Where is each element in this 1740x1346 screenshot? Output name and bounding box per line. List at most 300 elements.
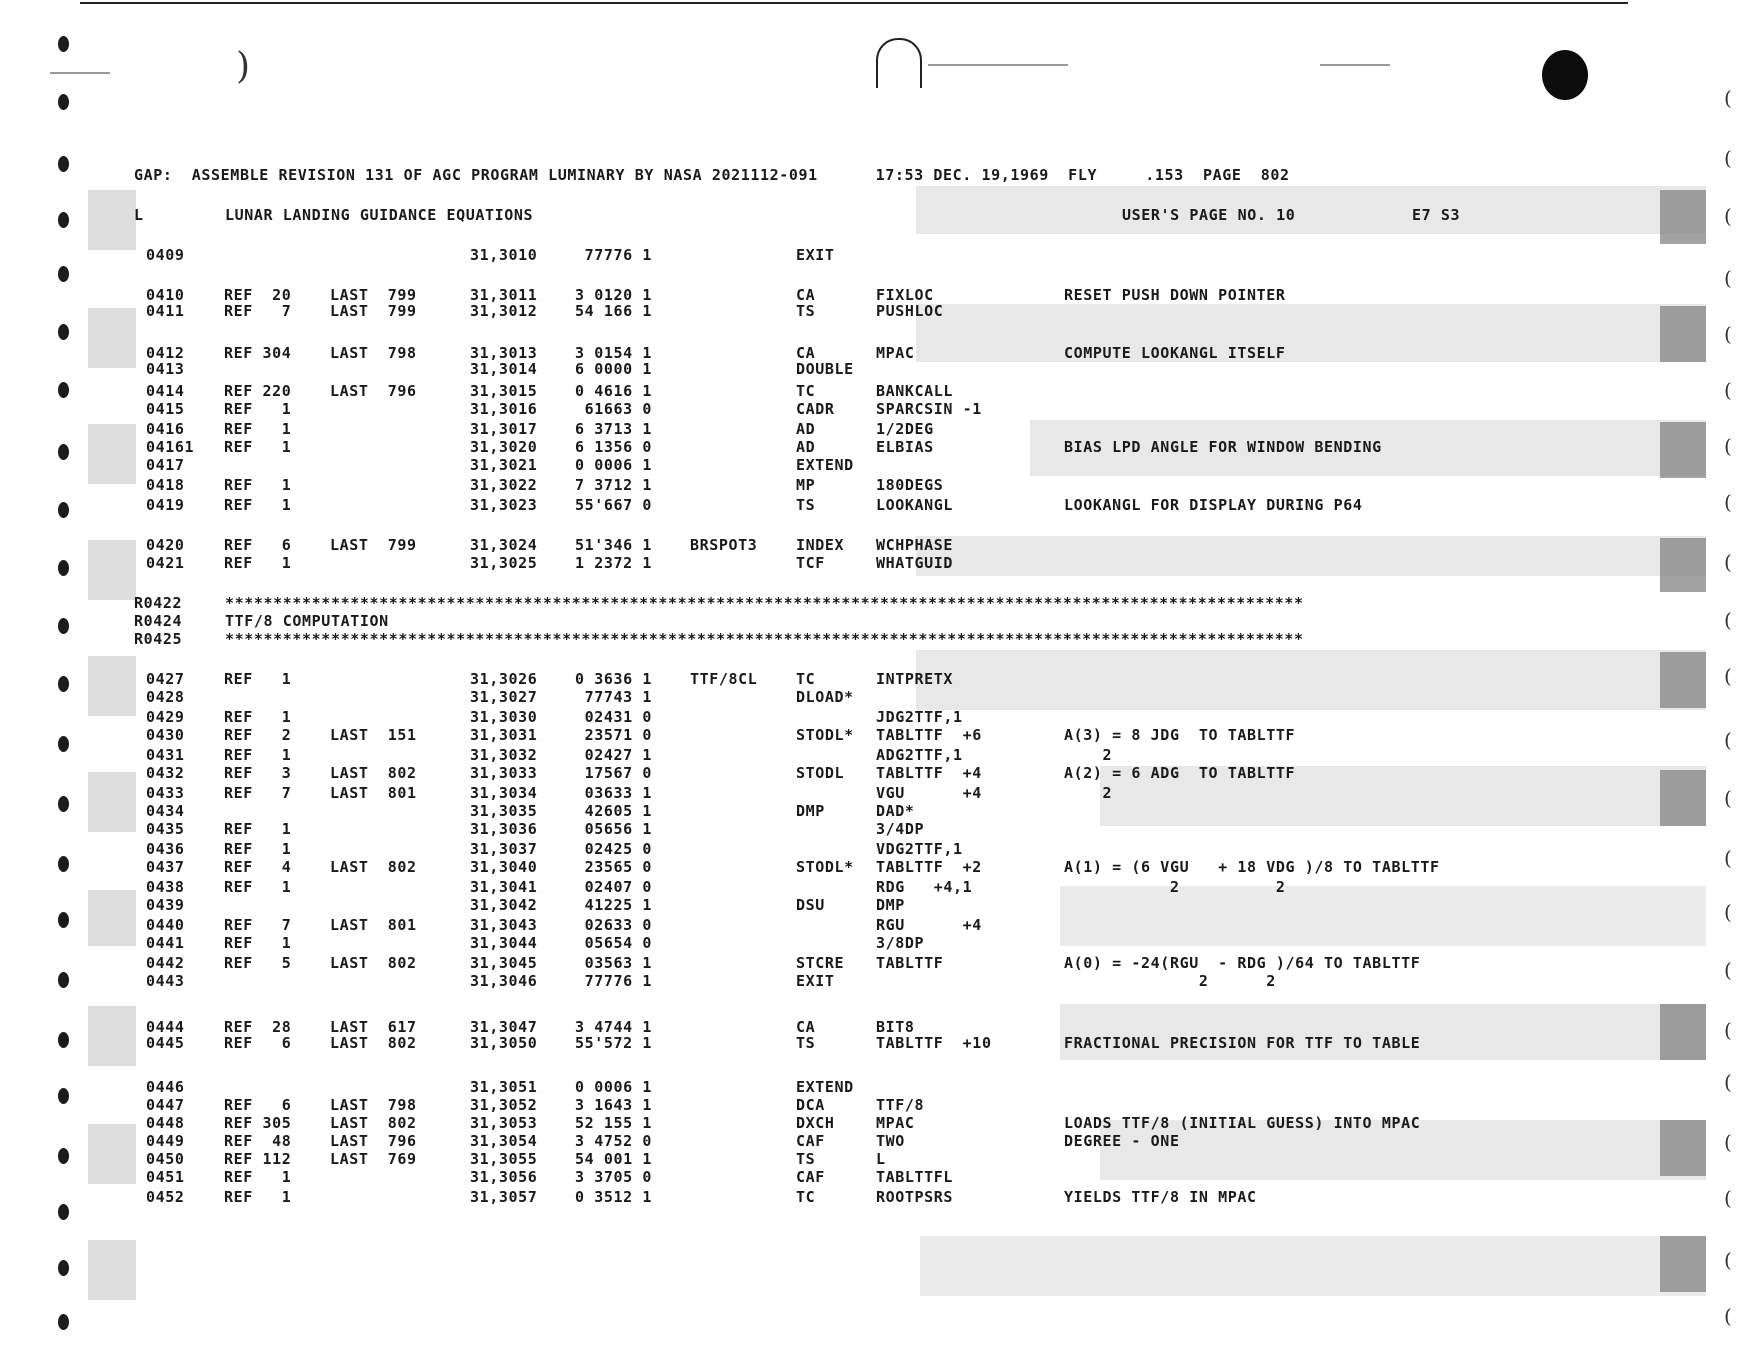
listing-operand: MPAC — [876, 1114, 915, 1132]
listing-operand: TABLTTFL — [876, 1168, 954, 1186]
listing-comment: 2 2 — [1064, 972, 1276, 990]
listing-op: TC — [796, 1188, 816, 1206]
margin-mark: ( — [1724, 146, 1732, 170]
listing-line-number: 0416 — [146, 420, 185, 438]
listing-line-number: 0430 — [146, 726, 185, 744]
listing-code: 77776 1 — [584, 972, 652, 990]
margin-mark: ( — [1724, 664, 1732, 688]
listing-comment: YIELDS TTF/8 IN MPAC — [1064, 1188, 1257, 1206]
listing-code: 55'572 1 — [574, 1034, 652, 1052]
noise-dark — [1660, 1120, 1706, 1176]
listing-line-number: 0414 — [146, 382, 185, 400]
listing-op: MP — [796, 476, 816, 494]
listing-op: EXTEND — [796, 456, 854, 474]
listing-line-number: 0417 — [146, 456, 185, 474]
listing-line-number: 0409 — [146, 246, 185, 264]
listing-line-number: 0410 — [146, 286, 185, 304]
noise-band — [920, 1236, 1706, 1296]
listing-addr: 31,3010 — [470, 246, 538, 264]
edge-noise — [88, 190, 136, 250]
listing-operand: TABLTTF — [876, 954, 944, 972]
margin-mark: ( — [1724, 86, 1732, 110]
listing-op: STODL* — [796, 726, 854, 744]
listing-op: CA — [796, 286, 816, 304]
listing-operand: TABLTTF +10 — [876, 1034, 992, 1052]
listing-line-number: 0427 — [146, 670, 185, 688]
listing-last: LAST 796 — [330, 382, 417, 400]
listing-operand: BANKCALL — [876, 382, 954, 400]
listing-addr: 31,3015 — [470, 382, 538, 400]
listing-operand: 3/4DP — [876, 820, 925, 838]
listing-addr: 31,3024 — [470, 536, 538, 554]
listing-op: DLOAD* — [796, 688, 854, 706]
listing-code: 3 4752 0 — [574, 1132, 652, 1150]
listing-addr: 31,3055 — [470, 1150, 538, 1168]
listing-ref: REF 1 — [224, 554, 292, 572]
listing-ref: REF 305 — [224, 1114, 292, 1132]
scan-mark-paren: ) — [236, 46, 251, 87]
listing-operand: TTF/8 — [876, 1096, 925, 1114]
listing-line-number: 0439 — [146, 896, 185, 914]
listing-operand: TWO — [876, 1132, 905, 1150]
listing-operand: WHATGUID — [876, 554, 954, 572]
listing-op: STODL — [796, 764, 845, 782]
listing-line-number: R0425 — [134, 630, 183, 648]
listing-operand: VGU +4 — [876, 784, 982, 802]
binder-hole — [58, 1148, 69, 1164]
listing-operand: ADG2TTF,1 — [876, 746, 963, 764]
listing-addr: 31,3025 — [470, 554, 538, 572]
listing-addr: 31,3012 — [470, 302, 538, 320]
listing-code: 23571 0 — [584, 726, 652, 744]
listing-addr: 31,3057 — [470, 1188, 538, 1206]
listing-code: 03563 1 — [584, 954, 652, 972]
binder-hole — [58, 156, 69, 172]
section-marker: L — [134, 206, 144, 224]
listing-last: LAST 796 — [330, 1132, 417, 1150]
binder-hole — [58, 972, 69, 988]
listing-line-number: 0434 — [146, 802, 185, 820]
listing-ref: REF 7 — [224, 784, 292, 802]
noise-dark — [1660, 652, 1706, 708]
listing-op: EXIT — [796, 246, 835, 264]
listing-ref: REF 304 — [224, 344, 292, 362]
listing-code: 6 3713 1 — [574, 420, 652, 438]
users-page-number: USER'S PAGE NO. 10 — [1122, 206, 1296, 224]
listing-line-number: R0422 — [134, 594, 183, 612]
edge-noise — [88, 1240, 136, 1300]
listing-addr: 31,3040 — [470, 858, 538, 876]
binder-hole — [58, 1204, 69, 1220]
listing-ref: REF 6 — [224, 1096, 292, 1114]
listing-code: 02427 1 — [584, 746, 652, 764]
listing-addr: 31,3027 — [470, 688, 538, 706]
listing-operand: ROOTPSRS — [876, 1188, 954, 1206]
listing-ref: REF 1 — [224, 820, 292, 838]
listing-line-number: 0418 — [146, 476, 185, 494]
listing-code: 3 1643 1 — [574, 1096, 652, 1114]
listing-operand: 3/8DP — [876, 934, 925, 952]
listing-comment: COMPUTE LOOKANGL ITSELF — [1064, 344, 1286, 362]
listing-operand: FIXLOC — [876, 286, 934, 304]
listing-ref: REF 6 — [224, 1034, 292, 1052]
listing-addr: 31,3011 — [470, 286, 538, 304]
listing-last: LAST 802 — [330, 858, 417, 876]
listing-line-number: 0435 — [146, 820, 185, 838]
listing-last: LAST 799 — [330, 286, 417, 304]
noise-dark — [1660, 1004, 1706, 1060]
listing-op: TS — [796, 1150, 816, 1168]
listing-ref: REF 1 — [224, 878, 292, 896]
listing-comment: LOADS TTF/8 (INITIAL GUESS) INTO MPAC — [1064, 1114, 1421, 1132]
listing-code: 02633 0 — [584, 916, 652, 934]
listing-operand: VDG2TTF,1 — [876, 840, 963, 858]
listing-operand: 180DEGS — [876, 476, 944, 494]
edge-noise — [88, 1006, 136, 1066]
listing-ref: REF 7 — [224, 916, 292, 934]
binder-hole — [58, 736, 69, 752]
listing-line-number: 0446 — [146, 1078, 185, 1096]
listing-line-number: 0413 — [146, 360, 185, 378]
listing-op: STCRE — [796, 954, 845, 972]
listing-code: 3 0120 1 — [574, 286, 652, 304]
listing-addr: 31,3037 — [470, 840, 538, 858]
listing-addr: 31,3036 — [470, 820, 538, 838]
noise-band — [916, 536, 1706, 576]
listing-line-number: 0449 — [146, 1132, 185, 1150]
listing-operand: INTPRETX — [876, 670, 954, 688]
listing-op: AD — [796, 420, 816, 438]
listing-line-number: 0432 — [146, 764, 185, 782]
listing-op: DXCH — [796, 1114, 835, 1132]
listing-code: 3 0154 1 — [574, 344, 652, 362]
listing-line-number: R0424 — [134, 612, 183, 630]
noise-dark — [1660, 1236, 1706, 1292]
margin-mark: ( — [1724, 900, 1732, 924]
listing-addr: 31,3043 — [470, 916, 538, 934]
margin-mark: ( — [1724, 434, 1732, 458]
listing-label: TTF/8CL — [690, 670, 758, 688]
listing-op: TCF — [796, 554, 825, 572]
margin-mark: ( — [1724, 1248, 1732, 1272]
listing-operand: TABLTTF +2 — [876, 858, 982, 876]
listing-addr: 31,3041 — [470, 878, 538, 896]
section-title: LUNAR LANDING GUIDANCE EQUATIONS — [225, 206, 534, 224]
listing-op: INDEX — [796, 536, 845, 554]
listing-comment: A(0) = -24(RGU - RDG )/64 TO TABLTTF — [1064, 954, 1421, 972]
margin-mark: ( — [1724, 1304, 1732, 1328]
listing-op: CADR — [796, 400, 835, 418]
listing-code: 05654 0 — [584, 934, 652, 952]
listing-line-number: 0429 — [146, 708, 185, 726]
user-code: E7 S3 — [1412, 206, 1461, 224]
edge-noise — [88, 424, 136, 484]
listing-addr: 31,3026 — [470, 670, 538, 688]
binder-hole — [58, 36, 69, 52]
listing-ref: REF 1 — [224, 670, 292, 688]
margin-mark: ( — [1724, 1070, 1732, 1094]
listing-ref: REF 1 — [224, 400, 292, 418]
binder-hole — [58, 502, 69, 518]
binder-hole — [58, 324, 69, 340]
binder-hole — [58, 856, 69, 872]
margin-mark: ( — [1724, 958, 1732, 982]
listing-addr: 31,3050 — [470, 1034, 538, 1052]
listing-ref: REF 112 — [224, 1150, 292, 1168]
listing-operand: WCHPHASE — [876, 536, 954, 554]
listing-last: LAST 799 — [330, 536, 417, 554]
binder-hole — [58, 912, 69, 928]
listing-line-number: 0431 — [146, 746, 185, 764]
margin-mark: ( — [1724, 1130, 1732, 1154]
listing-code: 3 3705 0 — [574, 1168, 652, 1186]
listing-op: EXIT — [796, 972, 835, 990]
listing-last: LAST 801 — [330, 784, 417, 802]
listing-comment: FRACTIONAL PRECISION FOR TTF TO TABLE — [1064, 1034, 1421, 1052]
listing-ref: REF 1 — [224, 496, 292, 514]
listing-last: LAST 802 — [330, 1034, 417, 1052]
listing-last: LAST 769 — [330, 1150, 417, 1168]
listing-addr: 31,3044 — [470, 934, 538, 952]
listing-comment: A(1) = (6 VGU + 18 VDG )/8 TO TABLTTF — [1064, 858, 1440, 876]
listing-operand: 1/2DEG — [876, 420, 934, 438]
listing-last: LAST 799 — [330, 302, 417, 320]
listing-ref: REF 1 — [224, 708, 292, 726]
edge-noise — [88, 308, 136, 368]
margin-mark: ( — [1724, 204, 1732, 228]
edge-noise — [88, 890, 136, 946]
listing-op: DOUBLE — [796, 360, 854, 378]
binder-hole — [58, 1032, 69, 1048]
listing-code: 52 155 1 — [574, 1114, 652, 1132]
listing-code: 0 4616 1 — [574, 382, 652, 400]
listing-op: TS — [796, 302, 816, 320]
listing-line-number: 0450 — [146, 1150, 185, 1168]
listing-addr: 31,3046 — [470, 972, 538, 990]
listing-code: 02431 0 — [584, 708, 652, 726]
binder-hole — [58, 266, 69, 282]
listing-code: 17567 0 — [584, 764, 652, 782]
listing-operand: DAD* — [876, 802, 915, 820]
listing-code: 77743 1 — [584, 688, 652, 706]
listing-operand: PUSHLOC — [876, 302, 944, 320]
listing-operand: JDG2TTF,1 — [876, 708, 963, 726]
noise-band — [916, 186, 1706, 234]
listing-line-number: 0433 — [146, 784, 185, 802]
listing-line-number: 0442 — [146, 954, 185, 972]
listing-ref: REF 1 — [224, 746, 292, 764]
edge-noise — [88, 540, 136, 600]
listing-op: TS — [796, 496, 816, 514]
binder-hole — [58, 560, 69, 576]
listing-addr: 31,3023 — [470, 496, 538, 514]
listing-line-number: 0440 — [146, 916, 185, 934]
listing-line-number: 0419 — [146, 496, 185, 514]
listing-line-number: 0420 — [146, 536, 185, 554]
listing-code: 42605 1 — [584, 802, 652, 820]
listing-addr: 31,3054 — [470, 1132, 538, 1150]
listing-operand: RGU +4 — [876, 916, 982, 934]
listing-addr: 31,3033 — [470, 764, 538, 782]
listing-operand: TABLTTF +6 — [876, 726, 982, 744]
scan-dash-b — [1320, 64, 1390, 66]
edge-noise — [88, 1124, 136, 1184]
listing-line-number: 0415 — [146, 400, 185, 418]
listing-addr: 31,3020 — [470, 438, 538, 456]
noise-dark — [1660, 538, 1706, 592]
listing-comment: DEGREE - ONE — [1064, 1132, 1180, 1150]
listing-operand: RDG +4,1 — [876, 878, 973, 896]
listing-operand: SPARCSIN -1 — [876, 400, 982, 418]
listing-op: CAF — [796, 1168, 825, 1186]
margin-mark: ( — [1724, 786, 1732, 810]
listing-code: 61663 0 — [584, 400, 652, 418]
listing-operand: TABLTTF +4 — [876, 764, 982, 782]
margin-mark: ( — [1724, 1186, 1732, 1210]
listing-code: 6 1356 0 — [574, 438, 652, 456]
listing-op: CA — [796, 1018, 816, 1036]
noise-band — [916, 304, 1706, 362]
listing-code: 0 3636 1 — [574, 670, 652, 688]
listing-comment: 2 — [1064, 746, 1113, 764]
listing-line-number: 0447 — [146, 1096, 185, 1114]
listing-addr: 31,3045 — [470, 954, 538, 972]
listing-line-number: 0437 — [146, 858, 185, 876]
listing-addr: 31,3017 — [470, 420, 538, 438]
listing-line-number: 0445 — [146, 1034, 185, 1052]
listing-ref: REF 6 — [224, 536, 292, 554]
listing-ref: REF 220 — [224, 382, 292, 400]
listing-header: GAP: ASSEMBLE REVISION 131 OF AGC PROGRAM LUMINARY BY NASA 2021112-091 17:53 DEC. 19,1969 FLY .153 PAGE 802 — [134, 166, 1290, 184]
listing-comment: A(3) = 8 JDG TO TABLTTF — [1064, 726, 1296, 744]
listing-line-number: 0436 — [146, 840, 185, 858]
edge-noise — [88, 772, 136, 832]
scan-dash-a — [928, 64, 1068, 66]
margin-mark: ( — [1724, 846, 1732, 870]
listing-line-number: 0428 — [146, 688, 185, 706]
listing-last: LAST 617 — [330, 1018, 417, 1036]
listing-comment: BIAS LPD ANGLE FOR WINDOW BENDING — [1064, 438, 1382, 456]
listing-op: TS — [796, 1034, 816, 1052]
listing-code: 3 4744 1 — [574, 1018, 652, 1036]
listing-addr: 31,3016 — [470, 400, 538, 418]
listing-addr: 31,3053 — [470, 1114, 538, 1132]
listing-ref: REF 3 — [224, 764, 292, 782]
listing-ref: REF 4 — [224, 858, 292, 876]
listing-label: BRSPOT3 — [690, 536, 758, 554]
listing-addr: 31,3035 — [470, 802, 538, 820]
listing-operand: BIT8 — [876, 1018, 915, 1036]
listing-addr: 31,3047 — [470, 1018, 538, 1036]
listing-code: 0 0006 1 — [574, 456, 652, 474]
binder-hole — [58, 1260, 69, 1276]
noise-band — [916, 650, 1706, 710]
listing-code: 6 0000 1 — [574, 360, 652, 378]
listing-last: LAST 802 — [330, 1114, 417, 1132]
listing-operand: LOOKANGL — [876, 496, 954, 514]
listing-code: 7 3712 1 — [574, 476, 652, 494]
listing-code: 05656 1 — [584, 820, 652, 838]
binder-hole — [58, 618, 69, 634]
scan-dash-c — [50, 72, 110, 74]
listing-code: 02425 0 — [584, 840, 652, 858]
listing-line-number: 0443 — [146, 972, 185, 990]
listing-code: 23565 0 — [584, 858, 652, 876]
listing-op: DMP — [796, 802, 825, 820]
listing-line-number: 0444 — [146, 1018, 185, 1036]
noise-dark — [1660, 422, 1706, 478]
binder-hole — [58, 94, 69, 110]
listing-line-number: 0421 — [146, 554, 185, 572]
listing-op: TC — [796, 670, 816, 688]
listing-addr: 31,3032 — [470, 746, 538, 764]
listing-line-number: 0411 — [146, 302, 185, 320]
listing-addr: 31,3056 — [470, 1168, 538, 1186]
noise-dark — [1660, 770, 1706, 826]
listing-addr: 31,3021 — [470, 456, 538, 474]
noise-dark — [1660, 190, 1706, 244]
listing-addr: 31,3051 — [470, 1078, 538, 1096]
margin-mark: ( — [1724, 322, 1732, 346]
listing-op: AD — [796, 438, 816, 456]
listing-code: 51'346 1 — [574, 536, 652, 554]
listing-code: 03633 1 — [584, 784, 652, 802]
listing-last: LAST 802 — [330, 764, 417, 782]
noise-dark — [1660, 306, 1706, 362]
listing-line-number: 0412 — [146, 344, 185, 362]
listing-operand: ELBIAS — [876, 438, 934, 456]
listing-addr: 31,3042 — [470, 896, 538, 914]
listing-line-number: 0441 — [146, 934, 185, 952]
listing-line-number: 0451 — [146, 1168, 185, 1186]
listing-comment: LOOKANGL FOR DISPLAY DURING P64 — [1064, 496, 1363, 514]
listing-operand: MPAC — [876, 344, 915, 362]
margin-mark: ( — [1724, 266, 1732, 290]
remark-text: **************************************************************************************************************** — [225, 630, 1304, 648]
listing-code: 77776 1 — [584, 246, 652, 264]
listing-ref: REF 7 — [224, 302, 292, 320]
margin-mark: ( — [1724, 1018, 1732, 1042]
listing-ref: REF 1 — [224, 420, 292, 438]
binder-hole — [58, 1088, 69, 1104]
scan-mark-arch — [876, 38, 922, 88]
margin-mark: ( — [1724, 378, 1732, 402]
listing-ref: REF 1 — [224, 438, 292, 456]
listing-code: 02407 0 — [584, 878, 652, 896]
listing-addr: 31,3030 — [470, 708, 538, 726]
listing-op: DSU — [796, 896, 825, 914]
listing-line-number: 04161 — [146, 438, 195, 456]
listing-comment: 2 — [1064, 784, 1113, 802]
listing-ref: REF 1 — [224, 476, 292, 494]
listing-addr: 31,3022 — [470, 476, 538, 494]
listing-op: EXTEND — [796, 1078, 854, 1096]
remark-text: **************************************************************************************************************** — [225, 594, 1304, 612]
edge-noise — [88, 656, 136, 716]
listing-ref: REF 1 — [224, 934, 292, 952]
listing-op: CA — [796, 344, 816, 362]
listing-last: LAST 801 — [330, 916, 417, 934]
binder-hole — [58, 676, 69, 692]
listing-comment: 2 2 — [1064, 878, 1286, 896]
listing-ref: REF 28 — [224, 1018, 292, 1036]
margin-mark: ( — [1724, 490, 1732, 514]
listing-addr: 31,3013 — [470, 344, 538, 362]
listing-ref: REF 1 — [224, 840, 292, 858]
binder-hole — [58, 1314, 69, 1330]
listing-comment: A(2) = 6 ADG TO TABLTTF — [1064, 764, 1296, 782]
listing-code: 54 001 1 — [574, 1150, 652, 1168]
